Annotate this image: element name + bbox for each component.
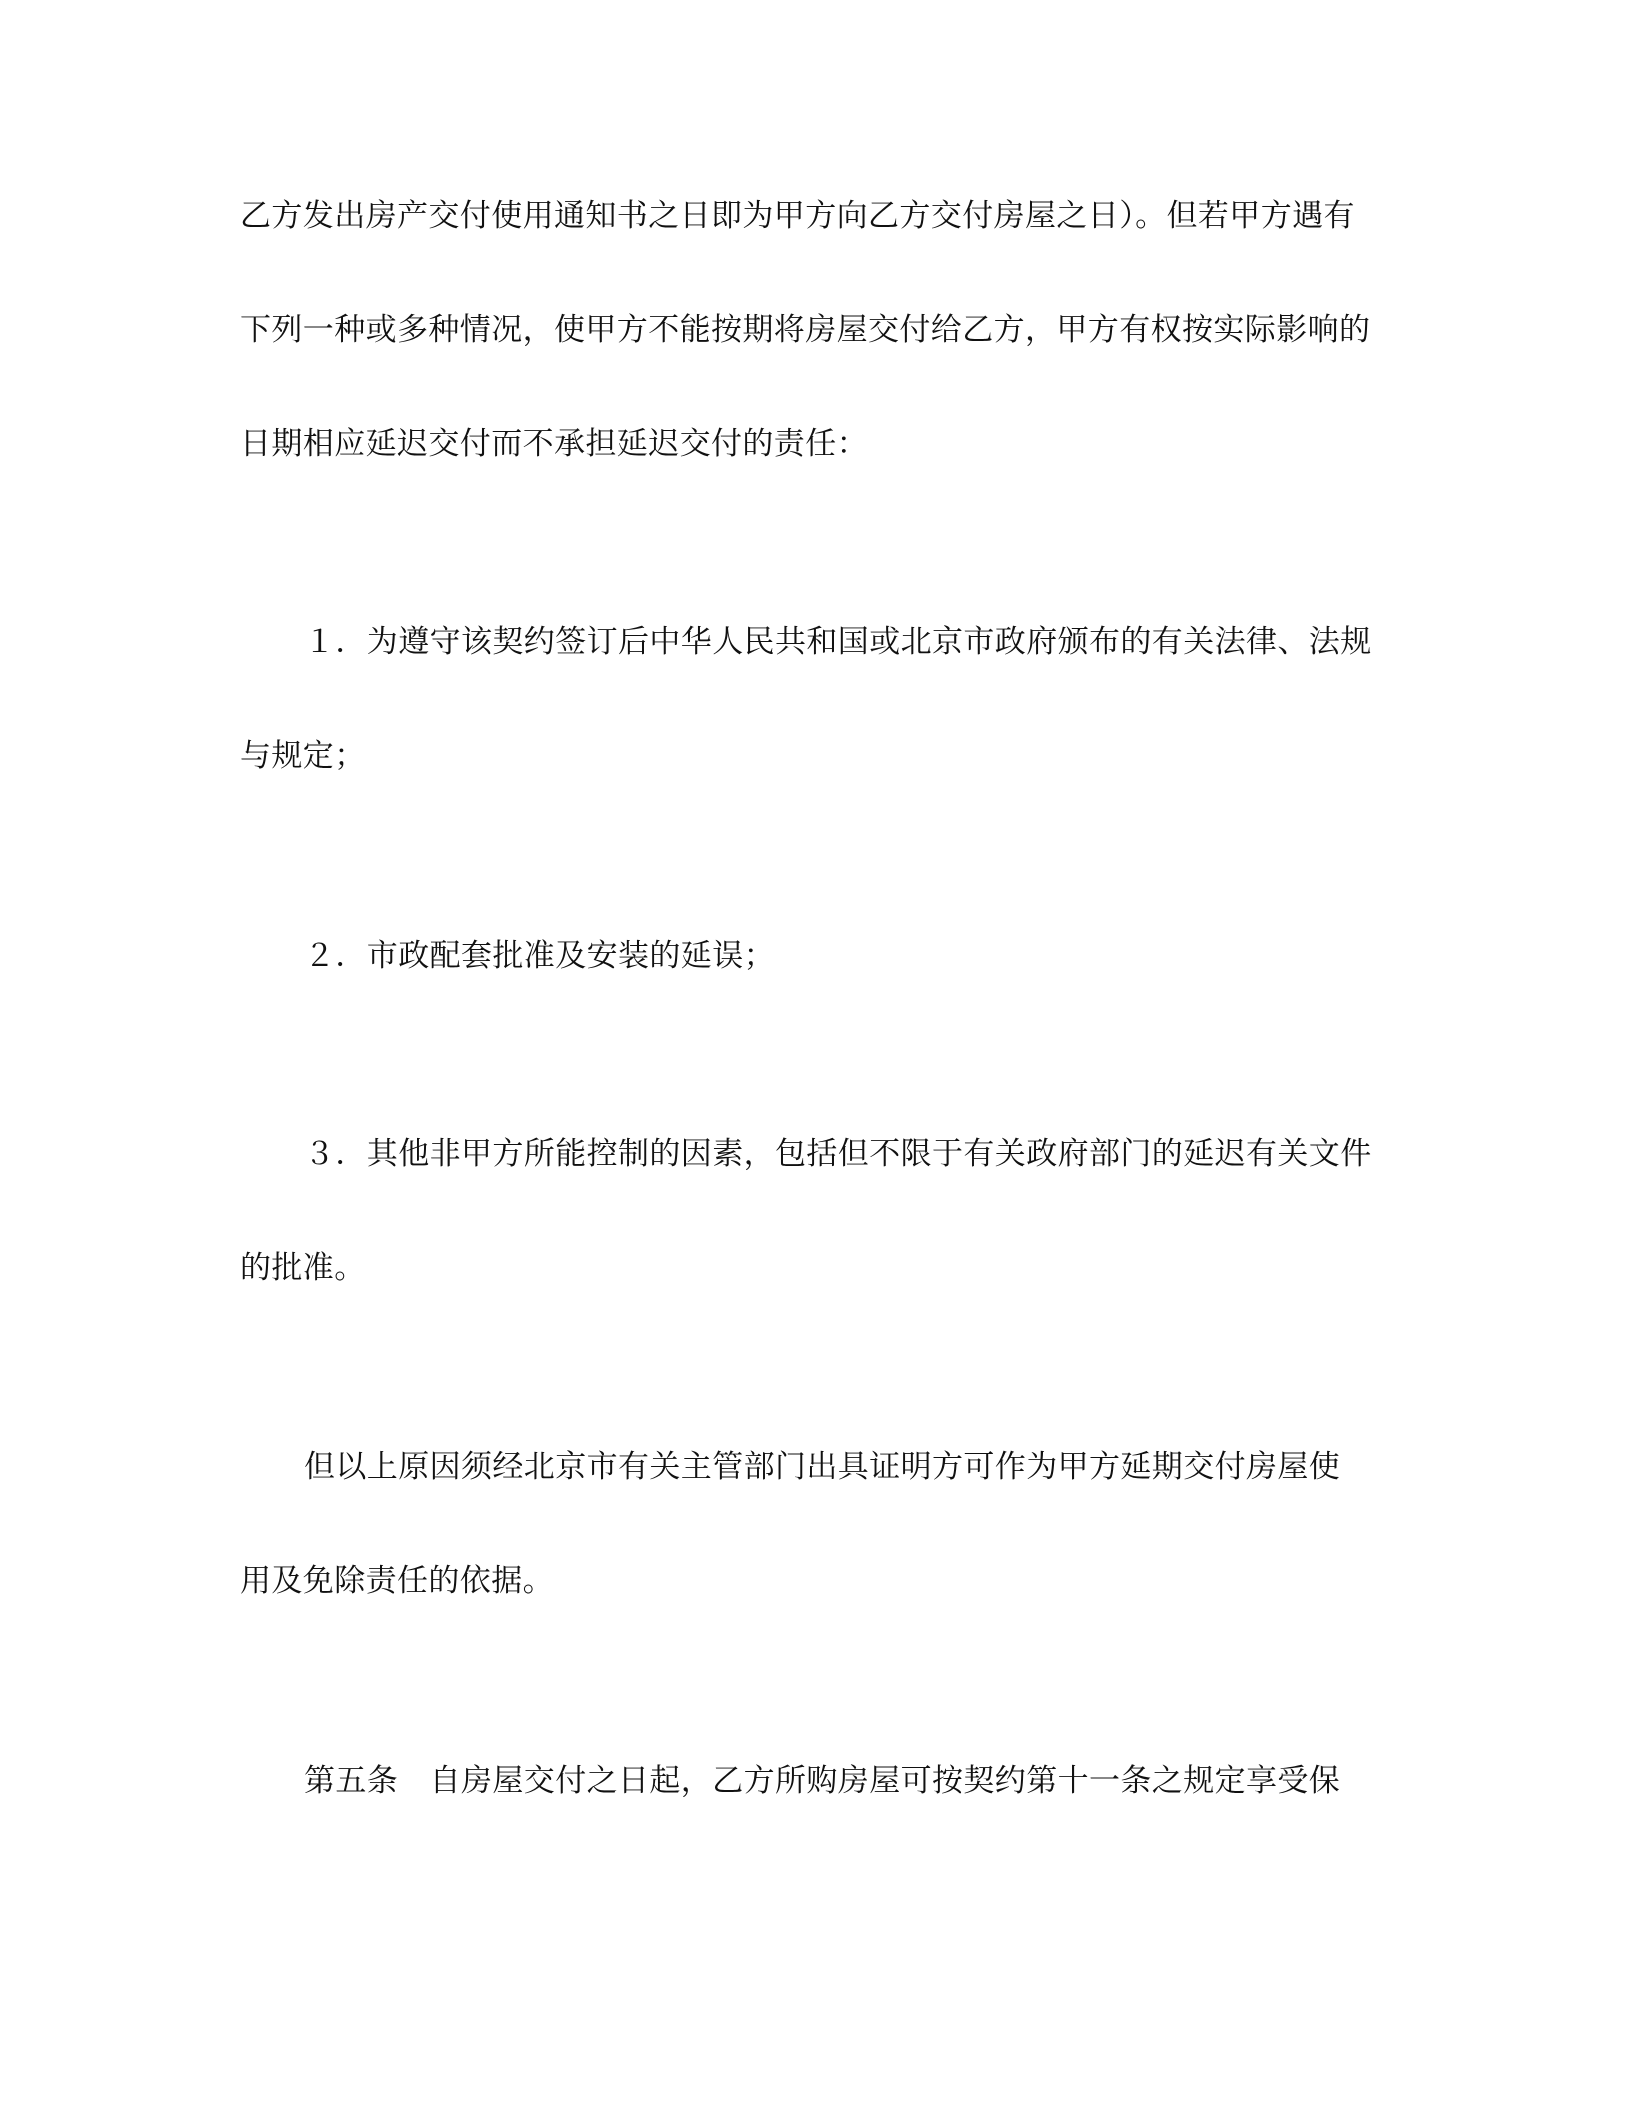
- article-heading-line: 第五条 自房屋交付之日起，乙方所购房屋可按契约第十一条之规定享受保: [304, 1763, 1341, 1799]
- list-item-3-line: 的批准。: [240, 1250, 366, 1286]
- paragraph-line: 下列一种或多种情况，使甲方不能按期将房屋交付给乙方，甲方有权按实际影响的: [240, 312, 1371, 348]
- paragraph-line: 用及免除责任的依据。: [240, 1563, 554, 1599]
- paragraph-line: 日期相应延迟交付而不承担延迟交付的责任：: [240, 426, 868, 462]
- paragraph-line: 但以上原因须经北京市有关主管部门出具证明方可作为甲方延期交付房屋使: [304, 1449, 1341, 1485]
- list-item-2-line: ２．市政配套批准及安装的延误；: [304, 938, 775, 974]
- list-item-1-line: 与规定；: [240, 738, 366, 774]
- paragraph-line: 乙方发出房产交付使用通知书之日即为甲方向乙方交付房屋之日）。但若甲方遇有: [240, 198, 1355, 234]
- list-item-3-line: ３．其他非甲方所能控制的因素，包括但不限于有关政府部门的延迟有关文件: [304, 1136, 1372, 1172]
- list-item-1-line: １．为遵守该契约签订后中华人民共和国或北京市政府颁布的有关法律、法规: [304, 624, 1372, 660]
